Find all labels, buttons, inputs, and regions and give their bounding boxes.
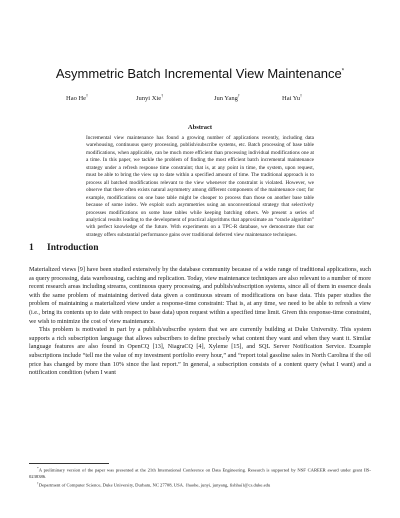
section-heading-introduction <box>29 243 99 253</box>
section-title: Introduction <box>47 243 99 253</box>
introduction-body <box>29 266 371 378</box>
author-affiliation-mark: † <box>300 93 302 98</box>
footnote-text: Department of Computer Science, Duke University, Durham, NC 27708, USA. {haohe, junyi, junyang, fishhai}@cs.duke.edu <box>38 482 271 488</box>
footnote-rule <box>29 463 109 464</box>
author-name: Junyi Xie <box>136 95 162 103</box>
abstract-body <box>86 135 314 239</box>
author-affiliation-mark: † <box>86 93 89 98</box>
author-2 <box>136 93 163 102</box>
paper-title-text: Asymmetric Batch Incremental View Maintenance <box>55 66 342 81</box>
footnote-mark: * <box>37 466 39 470</box>
abstract-heading: Abstract <box>187 124 213 131</box>
author-list <box>60 93 340 103</box>
section-number: 1 <box>29 243 34 253</box>
author-name: Hao He <box>66 95 87 103</box>
abstract-paragraph: Incremental view maintenance has found a growing number of applications recently, including data warehousing, continuous query processing, publish/subscribe systems, etc. Batch processing of base table modifications, when applicable, can be much more efficient than processing individual modifications one at a time. In this paper, we tackle the problem of finding the most efficient batch incremental maintenance strategy under a refresh response time constraint; that is, at any point in time, the system, upon request, must be able to bring the view up to date within a specified amount of time. The traditional approach is to process all batched modifications relevant to the view whenever the constraint is violated. However, we observe that there often exists natural asymmetry among different components of the maintenance cost; for example, modifications on one base table might be cheaper to process than those on another base table because of some index. We exploit such asymmetries using an unconventional strategy that selectively processes modifications on some base tables while keeping batching others. We present a series of analytical results leading to the development of practical algorithms that approximate an “oracle algorithm” with perfect knowledge of the future. With experiments on a TPC-R database, we demonstrate that our strategy offers substantial performance gains over traditional deferred view maintenance techniques. <box>86 135 314 238</box>
author-1 <box>66 93 88 102</box>
footnotes <box>29 465 371 489</box>
author-affiliation-mark: † <box>237 93 240 98</box>
footnote-text: A preliminary version of the paper was presented at the 21th International Conference on Data Engineering. Research is supported by NSF CAREER award under grant IIS-0238386. <box>29 467 371 479</box>
author-4 <box>282 93 302 102</box>
footnote-2 <box>29 480 371 489</box>
author-name: Hai Yu <box>282 95 300 103</box>
title-footnote-mark: * <box>341 68 345 75</box>
author-3 <box>214 93 240 102</box>
paper-title <box>0 66 400 81</box>
body-paragraph: This problem is motivated in part by a publish/subscribe system that we are currently building at Duke University. This system supports a rich subscription language that allows subscribers to define precisely what content they want and when they want it. Similar language features are also found in OpenCQ [13], NiagraCQ [4], Xyleme [15], and SQL Server Notification Service. Example subscriptions include “tell me the value of my investment portfolio every hour,” and “report total gasoline sales in North Carolina if the oil price has changed by more than 10% since the last report.” In general, a subscription consists of a content query (what I want) and a notification condition (when I want <box>29 327 371 377</box>
footnote-mark: † <box>37 481 39 486</box>
author-name: Jun Yang <box>214 95 238 103</box>
footnote-1 <box>29 465 371 480</box>
body-paragraph: Materialized views [9] have been studied extensively by the database community because of a wide range of traditional applications, such as query processing, data warehousing, caching and replication. Today, view maintenance techniques are also relevant to a number of more recent research areas including streams, continuous query processing, and publish/subscription systems, since all of them in essence deals with the same problem of maintaining derived data given a continuous stream of modifications on base data. This paper studies the problem of maintaining a materialized view under a response-time constraint: That is, at any time, we need to be able to refresh a view (i.e., bring its contents up to date with respect to base data) upon request within a specified time limit. Given this response-time constraint, we wish to minimize the cost of view maintenance. <box>29 267 371 325</box>
author-affiliation-mark: † <box>161 93 164 98</box>
